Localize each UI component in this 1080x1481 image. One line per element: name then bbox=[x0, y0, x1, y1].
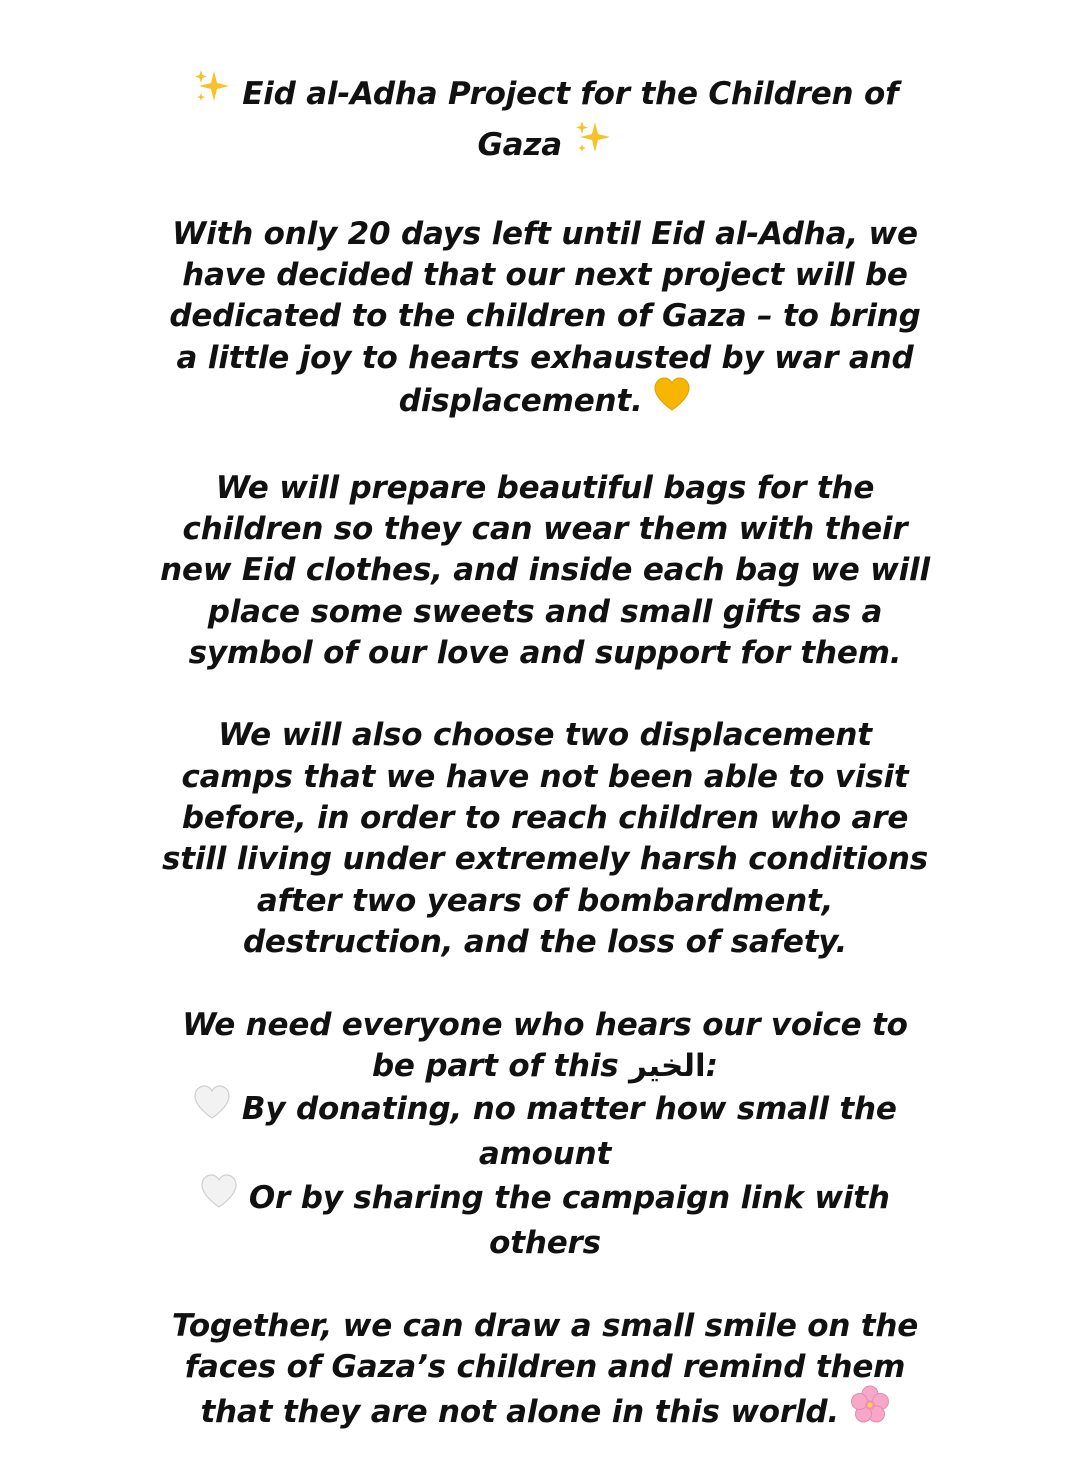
text-line: be part of this bbox=[371, 1047, 619, 1084]
text-line: destruction, and the loss of safety. bbox=[242, 923, 848, 960]
text-line: before, in order to reach children who are bbox=[181, 800, 909, 837]
sparkles-icon bbox=[573, 118, 613, 169]
title-line-2 bbox=[120, 121, 970, 172]
list-item-text: By donating, no matter how small the bbox=[241, 1091, 897, 1128]
text-line: still living under extremely harsh conditions bbox=[161, 841, 929, 878]
text-line: after two years of bombardment, bbox=[256, 882, 834, 919]
text-line: With only 20 days left until Eid al-Adha, we bbox=[172, 215, 918, 252]
text-line: We will prepare beautiful bags for the bbox=[215, 469, 875, 506]
paragraph-camps bbox=[120, 715, 970, 963]
arabic-word: الخير bbox=[629, 1047, 706, 1084]
text-line: dedicated to the children of Gaza – to bring bbox=[169, 298, 921, 335]
text-line: symbol of our love and support for them. bbox=[188, 634, 902, 671]
white-heart-icon bbox=[193, 1084, 231, 1131]
text-line: others bbox=[489, 1225, 601, 1262]
text-line: that they are not alone in this world. bbox=[200, 1394, 839, 1431]
white-heart-icon bbox=[200, 1173, 238, 1220]
title-line-1 bbox=[120, 70, 970, 121]
title-text-1: Eid al-Adha Project for the Children of bbox=[242, 76, 899, 113]
yellow-heart-icon bbox=[653, 376, 691, 423]
paragraph-intro bbox=[120, 214, 970, 426]
paragraph-bags bbox=[120, 468, 970, 674]
text-line: Together, we can draw a small smile on the bbox=[171, 1307, 919, 1344]
list-item-donate bbox=[120, 1087, 970, 1134]
colon: : bbox=[705, 1047, 719, 1084]
cherry-blossom-icon bbox=[850, 1385, 890, 1436]
title bbox=[120, 70, 970, 173]
list-item-share bbox=[120, 1176, 970, 1223]
text-line: new Eid clothes, and inside each bag we will bbox=[160, 552, 930, 589]
text-line: have decided that our next project will be bbox=[182, 257, 908, 294]
text-line: camps that we have not been able to visit bbox=[181, 758, 909, 795]
text-line: place some sweets and small gifts as a bbox=[207, 593, 883, 630]
paragraph-call-to-action bbox=[120, 1005, 970, 1265]
text-line: We will also choose two displacement bbox=[218, 717, 872, 754]
title-text-2: Gaza bbox=[477, 127, 562, 164]
text-line: We need everyone who hears our voice to bbox=[182, 1006, 908, 1043]
story-text bbox=[120, 70, 970, 1481]
text-line: faces of Gaza’s children and remind them bbox=[184, 1348, 906, 1385]
text-line-with-arabic bbox=[120, 1046, 970, 1087]
text-line: displacement. bbox=[398, 383, 643, 420]
text-line-with-icon bbox=[120, 1388, 970, 1439]
text-line: a little joy to hearts exhausted by war and bbox=[176, 339, 914, 376]
list-item-text: Or by sharing the campaign link with bbox=[248, 1179, 890, 1216]
text-line: amount bbox=[478, 1136, 612, 1173]
sparkles-icon bbox=[192, 67, 232, 118]
text-line: children so they can wear them with their bbox=[182, 510, 908, 547]
text-line-with-icon bbox=[120, 379, 970, 426]
paragraph-closing bbox=[120, 1306, 970, 1440]
